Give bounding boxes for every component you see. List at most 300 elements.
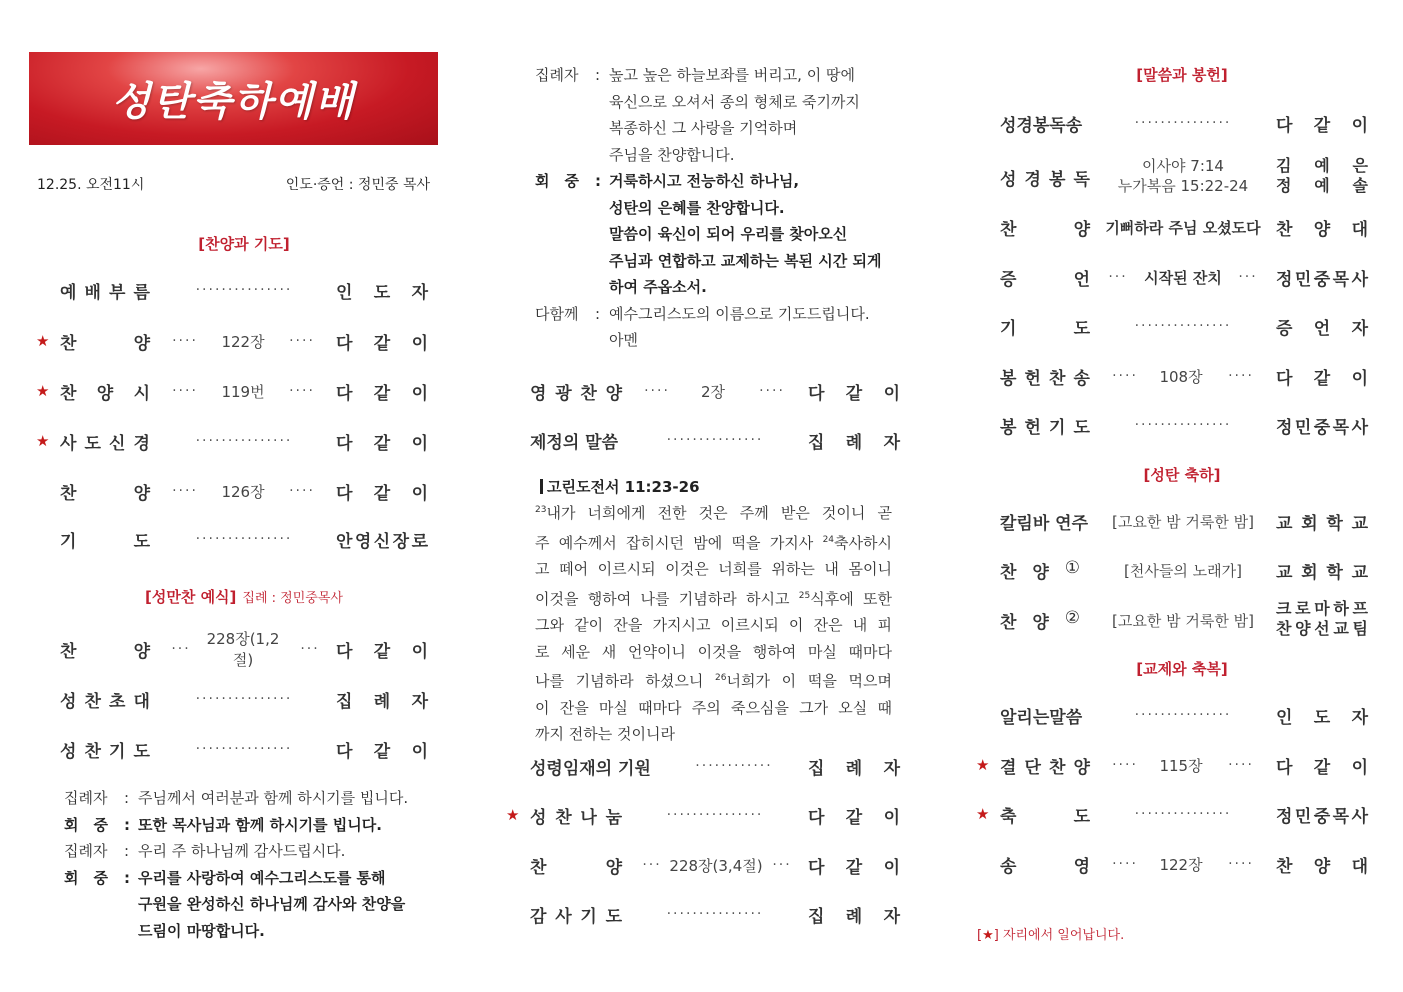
- char: 다: [1276, 115, 1293, 136]
- char: 광: [555, 383, 572, 404]
- char: 교: [1351, 513, 1368, 534]
- char: 헌: [1024, 417, 1041, 438]
- standing-star-icon: ★: [982, 928, 994, 943]
- char: 양: [133, 333, 150, 354]
- char: 민: [1294, 269, 1312, 290]
- char: 다: [1276, 368, 1293, 389]
- char: 목: [1332, 806, 1350, 827]
- char: 성: [60, 691, 77, 712]
- char: 이: [411, 333, 428, 354]
- order-row: [0, 477, 460, 505]
- scripture-line: [535, 665, 892, 695]
- char: 교: [1276, 513, 1293, 534]
- reading-2: 누가복음 15:22-24: [1117, 177, 1249, 195]
- char: 초: [109, 691, 126, 712]
- char: 집: [808, 432, 825, 453]
- char: 김: [1276, 156, 1292, 175]
- order-name: [1000, 165, 1090, 190]
- char: 다: [808, 807, 825, 828]
- order-row: [950, 312, 1403, 340]
- char: 다: [1276, 757, 1293, 778]
- order-name: [1000, 802, 1090, 827]
- litany-text: 우리를 사랑하여 예수그리스도를 통해: [138, 868, 386, 887]
- litany-speaker: 회 중: [64, 815, 108, 834]
- order-row: [0, 377, 460, 405]
- litany-speaker: 회 중: [64, 868, 108, 887]
- char: 정: [1276, 269, 1293, 290]
- scripture-segment: 주 예수께서 잡히시던 밤에 떡을 가지사: [535, 533, 823, 552]
- char: 중: [1313, 417, 1331, 438]
- char: 증: [1276, 318, 1293, 339]
- char: 로: [411, 531, 428, 552]
- hymn-number: 228장(3,4절): [669, 856, 763, 875]
- litany-line: [535, 168, 915, 195]
- char: 기: [580, 906, 597, 927]
- order-row: [0, 630, 460, 669]
- section-communion-note: 집례 : 정민중목사: [242, 591, 343, 606]
- char: 영: [530, 383, 547, 404]
- order-row: [0, 685, 460, 713]
- order-responsible: [1276, 703, 1368, 728]
- char: 다: [808, 857, 825, 878]
- section-praise-prayer: [찬양과 기도]: [198, 235, 290, 253]
- char: 인: [1276, 707, 1293, 728]
- order-name: [1000, 215, 1090, 240]
- litany-line: 육신으로 오셔서 종의 형체로 죽기까지: [609, 92, 860, 111]
- verse-number: 25: [798, 590, 811, 601]
- leader-dots: ···············: [666, 432, 764, 448]
- char: 로: [1295, 599, 1311, 618]
- litany-text: 예수그리스도의 이름으로 기도드립니다.: [609, 304, 870, 323]
- order-responsible: [336, 527, 428, 552]
- litany-line: 아멘: [609, 331, 638, 349]
- leader-dots: ···············: [1134, 806, 1232, 822]
- char: 이: [883, 807, 900, 828]
- char: 중: [1313, 269, 1331, 290]
- char: 선: [1314, 619, 1330, 638]
- char: 인: [336, 282, 353, 303]
- litany-text: 구원을 완성하신 하나님께 감사와 찬양을: [138, 895, 406, 913]
- char: 양: [1313, 219, 1331, 240]
- order-row: [0, 735, 460, 763]
- order-name: [530, 902, 622, 927]
- standing-note-text: ] 자리에서 일어납니다.: [993, 928, 1125, 943]
- char: 같: [373, 483, 391, 504]
- order-row: [0, 276, 460, 304]
- char: 례: [373, 691, 391, 712]
- char: 양: [605, 383, 622, 404]
- char: 은: [1352, 156, 1368, 175]
- order-responsible: [1276, 265, 1368, 290]
- standing-star-icon: ★: [36, 432, 50, 450]
- colon: :: [595, 172, 601, 190]
- char: 찬: [555, 807, 572, 828]
- char: 사: [555, 906, 572, 927]
- order-row: [470, 426, 940, 454]
- order-name: [530, 853, 622, 878]
- hymn-number: 115장: [1159, 756, 1203, 775]
- char: 솔: [1352, 176, 1368, 195]
- char: 양: [96, 383, 114, 404]
- order-name: [1000, 558, 1080, 583]
- char: 례: [845, 758, 863, 779]
- char: 찬: [1000, 562, 1017, 583]
- section-christmas-celebration: [성탄 축하]: [1143, 466, 1221, 484]
- order-row: [470, 900, 940, 928]
- order-name: 성경봉독송: [1000, 115, 1083, 136]
- char: 도: [133, 531, 150, 552]
- char: 례: [845, 432, 863, 453]
- bar-marker-icon: [540, 479, 543, 494]
- char: 양: [1032, 612, 1049, 633]
- char: 양: [1073, 219, 1090, 240]
- char: 례: [845, 906, 863, 927]
- order-row: [470, 752, 940, 780]
- leader-dots: ····: [1112, 856, 1138, 872]
- verse-number: 26: [715, 673, 727, 683]
- scripture-line: 고 떼어 이르시되 이것은 너희를 위하는 내 몸이니: [535, 560, 892, 578]
- char: 이: [1351, 115, 1368, 136]
- order-name: [60, 329, 150, 354]
- char: 양: [1032, 562, 1049, 583]
- scripture-segment: 축사하시: [834, 533, 892, 552]
- order-name: [1000, 314, 1090, 339]
- char: 집: [808, 906, 825, 927]
- litany-line: [535, 274, 915, 301]
- order-row: [950, 800, 1403, 828]
- verse-number: 24: [822, 534, 835, 545]
- litany-block: [535, 62, 915, 354]
- scripture-text: [535, 497, 892, 748]
- leader-dots: ···············: [666, 807, 764, 823]
- char: 같: [373, 741, 391, 762]
- litany-line: [64, 838, 444, 865]
- hymn-number: 122장: [221, 332, 265, 351]
- litany-line: [535, 221, 915, 248]
- order-row: [950, 751, 1403, 779]
- order-row: [470, 377, 940, 405]
- leader-dots: ····: [759, 383, 785, 399]
- char: 자: [411, 691, 428, 712]
- standing-star-icon: ★: [976, 805, 990, 823]
- char: 자: [1351, 707, 1368, 728]
- leader-dots: ····: [172, 483, 198, 499]
- char: 성: [1000, 169, 1017, 190]
- scripture-segment: 너희가 이 떡을 먹으며: [726, 672, 892, 690]
- char: 나: [580, 807, 597, 828]
- standing-note: [977, 924, 1124, 943]
- scripture-segment: 나를 기념하라 하셨으니: [535, 672, 716, 690]
- order-responsible: [1276, 413, 1368, 438]
- char: 자: [883, 758, 900, 779]
- char: 하: [1333, 599, 1349, 618]
- order-responsible: [336, 429, 428, 454]
- char: 도: [133, 741, 150, 762]
- order-name: [60, 637, 150, 662]
- char: 같: [845, 807, 863, 828]
- char: 다: [336, 383, 353, 404]
- char: 예: [1314, 156, 1330, 175]
- char: 다: [336, 641, 353, 662]
- order-responsible: [808, 379, 900, 404]
- leader-dots: ············: [695, 758, 773, 774]
- char: 언: [1073, 269, 1090, 290]
- colon: :: [595, 66, 601, 84]
- litany-line: [535, 301, 915, 328]
- order-responsible: [1276, 852, 1368, 877]
- service-leader: 인도·증언 : 정민중 목사: [285, 177, 430, 193]
- char: 름: [133, 282, 150, 303]
- order-name: [1000, 265, 1090, 290]
- char: 성: [530, 807, 547, 828]
- scripture-line: [535, 497, 892, 527]
- order-row: [0, 525, 460, 553]
- char: 같: [373, 333, 391, 354]
- scripture-line: 까지 전하는 것이니라: [535, 725, 675, 743]
- litany-line: [64, 785, 444, 812]
- char: 찬: [60, 483, 77, 504]
- char: 경: [1024, 169, 1041, 190]
- sermon-title: 시작된 잔치: [1144, 268, 1222, 287]
- char: 도: [1073, 318, 1090, 339]
- order-responsible: [1276, 215, 1368, 240]
- char: 부: [109, 282, 126, 303]
- char: 봉: [1049, 169, 1066, 190]
- char: 찬: [530, 857, 547, 878]
- char: 학: [1326, 562, 1343, 583]
- litany-line: [535, 248, 915, 275]
- order-responsible: [1276, 509, 1368, 534]
- litany-text: 또한 목사님과 함께 하시기를 빕니다.: [138, 815, 382, 834]
- bracket-open: [: [977, 928, 983, 943]
- char: 사: [1351, 269, 1368, 290]
- char: 같: [373, 641, 391, 662]
- scripture-readings: [1104, 156, 1262, 196]
- char: 대: [1351, 856, 1368, 877]
- order-responsible: [808, 902, 900, 927]
- litany-speaker: 집례자: [64, 789, 108, 807]
- char: 자: [1351, 318, 1368, 339]
- char: 같: [373, 433, 391, 454]
- char: 이: [1351, 368, 1368, 389]
- hymn-number: 228장(1,2절): [206, 630, 280, 669]
- litany-text: 하여 주옵소서.: [609, 278, 707, 296]
- char: 도: [373, 282, 391, 303]
- scripture-segment: 이것을 행하여 나를 기념하라 하시고: [535, 589, 799, 608]
- litany-text: 주님과 연합하고 교제하는 복된 시간 되게: [609, 251, 882, 270]
- hymn-number: 122장: [1159, 855, 1203, 874]
- char: 자: [411, 282, 428, 303]
- order-name: [60, 479, 150, 504]
- title-banner: [29, 52, 438, 145]
- leader-dots: ····: [1112, 368, 1138, 384]
- order-name: [1000, 364, 1090, 389]
- char: 이: [1351, 757, 1368, 778]
- reader-2: [1276, 176, 1368, 196]
- order-name: [1000, 413, 1090, 438]
- leader-dots: ····: [172, 383, 198, 399]
- char: 찬: [60, 383, 77, 404]
- char: 기: [1049, 417, 1066, 438]
- litany-block: [64, 785, 444, 944]
- order-responsible: [1276, 599, 1368, 639]
- leader-dots: ···············: [1134, 318, 1232, 334]
- verse-number: 23: [535, 505, 547, 515]
- char: 회: [1301, 562, 1318, 583]
- service-datetime: 12.25. 오전11시: [37, 177, 145, 193]
- scripture-line: 로 세운 새 언약이니 이것을 행하여 마실 때마다: [535, 642, 892, 661]
- order-responsible: [336, 278, 428, 303]
- char: 축: [1000, 806, 1017, 827]
- leader-dots: ···············: [195, 531, 293, 547]
- char: 회: [1301, 513, 1318, 534]
- order-responsible: [1276, 156, 1368, 196]
- litany-line: [64, 891, 444, 918]
- leader-dots: ···: [300, 641, 320, 657]
- char: 영: [354, 531, 372, 552]
- char: 장: [392, 531, 410, 552]
- order-row: [0, 427, 460, 455]
- char: 찬: [1276, 219, 1293, 240]
- leader-dots: ····: [289, 333, 315, 349]
- litany-speaker: 회 중: [535, 172, 579, 190]
- hymn-number: 126장: [221, 482, 265, 501]
- char: 교: [1351, 562, 1368, 583]
- section-word-offering: [말씀과 봉헌]: [1136, 66, 1228, 84]
- char: 양: [133, 641, 150, 662]
- char: 눔: [605, 807, 622, 828]
- char: 예: [60, 282, 77, 303]
- piece-title: [천사들의 노래가]: [1124, 561, 1242, 580]
- order-responsible: [808, 853, 900, 878]
- char: 성: [60, 741, 77, 762]
- hymn-number: 2장: [700, 382, 726, 401]
- char: 중: [1313, 806, 1331, 827]
- order-row: [470, 801, 940, 829]
- order-row: [0, 327, 460, 355]
- scripture-reference: [540, 476, 700, 497]
- char: 프: [1352, 599, 1368, 618]
- hymn-number: 119번: [221, 382, 265, 401]
- char: 찬: [1276, 856, 1293, 877]
- leader-dots: ····: [1112, 757, 1138, 773]
- standing-star-icon: ★: [36, 382, 50, 400]
- order-row: [950, 411, 1403, 439]
- char: 도: [84, 433, 101, 454]
- colon: :: [595, 304, 601, 323]
- char: 이: [411, 483, 428, 504]
- char: 이: [411, 433, 428, 454]
- order-responsible: [1276, 753, 1368, 778]
- leader-dots: ···············: [666, 906, 764, 922]
- order-row: [950, 556, 1403, 584]
- char: 정: [1276, 176, 1292, 195]
- order-row: [950, 598, 1403, 642]
- order-responsible: [336, 687, 428, 712]
- char: 학: [1326, 513, 1343, 534]
- char: 같: [845, 857, 863, 878]
- char: 도: [1073, 417, 1090, 438]
- char: 신: [373, 531, 391, 552]
- char: 다: [336, 741, 353, 762]
- char: 찬: [1000, 219, 1017, 240]
- order-name: [60, 737, 150, 762]
- char: 다: [336, 333, 353, 354]
- char: 마: [1314, 599, 1330, 618]
- char: 같: [845, 383, 863, 404]
- char: 찬: [84, 741, 101, 762]
- order-name: 성령임재의 기원: [530, 758, 651, 779]
- char: 자: [883, 432, 900, 453]
- leader-dots: ···: [1108, 269, 1128, 285]
- char: 기: [1000, 318, 1017, 339]
- char: 정: [1276, 417, 1293, 438]
- leader-dots: ···············: [195, 282, 293, 298]
- char: 헌: [1024, 368, 1041, 389]
- char: 찬: [1276, 619, 1292, 638]
- char: 찬: [84, 691, 101, 712]
- char: 이: [411, 383, 428, 404]
- colon: :: [124, 868, 130, 887]
- char: 다: [808, 383, 825, 404]
- leader-dots: ···: [772, 857, 792, 873]
- char: 이: [883, 857, 900, 878]
- litany-line: [535, 62, 915, 89]
- char: 민: [1294, 806, 1312, 827]
- litany-speaker: 다함께: [535, 304, 579, 323]
- char: 대: [1351, 219, 1368, 240]
- char: 사: [1351, 417, 1368, 438]
- order-responsible: [1276, 314, 1368, 339]
- order-name: [530, 379, 622, 404]
- char: 목: [1332, 269, 1350, 290]
- colon: :: [124, 842, 130, 860]
- char: 도: [1073, 806, 1090, 827]
- order-responsible: [808, 754, 900, 779]
- leader-dots: ···············: [195, 741, 293, 757]
- char: 안: [336, 531, 353, 552]
- leader-dots: ···············: [195, 433, 293, 449]
- litany-line: 복종하신 그 사랑을 기억하며: [609, 119, 798, 137]
- char: 같: [1313, 115, 1331, 136]
- order-row: [950, 155, 1403, 199]
- leader-dots: ···: [642, 857, 662, 873]
- char: 다: [336, 433, 353, 454]
- char: 교: [1276, 562, 1293, 583]
- char: 교: [1333, 619, 1349, 638]
- char: 영: [1073, 856, 1090, 877]
- section-communion: [29, 586, 459, 607]
- char: 찬: [1049, 757, 1066, 778]
- char: 신: [109, 433, 126, 454]
- char: 도: [1313, 707, 1331, 728]
- litany-line: 주님을 찬양합니다.: [609, 145, 735, 164]
- char: 정: [1276, 806, 1293, 827]
- char: 양: [133, 483, 150, 504]
- litany-text: 높고 높은 하늘보좌를 버리고, 이 땅에: [609, 66, 855, 84]
- order-responsible: [336, 637, 428, 662]
- char: 크: [1276, 599, 1292, 618]
- order-row: [950, 701, 1403, 729]
- scripture-line: 그와 같이 잔을 가지시고 이르시되 이 잔은 내 피: [535, 616, 892, 634]
- char: 시: [133, 383, 150, 404]
- order-responsible: [336, 379, 428, 404]
- litany-text: 거룩하시고 전능하신 하나님,: [609, 172, 800, 190]
- char: 민: [1294, 417, 1312, 438]
- scripture-line: [535, 527, 892, 557]
- char: 도: [605, 906, 622, 927]
- colon: :: [124, 789, 130, 807]
